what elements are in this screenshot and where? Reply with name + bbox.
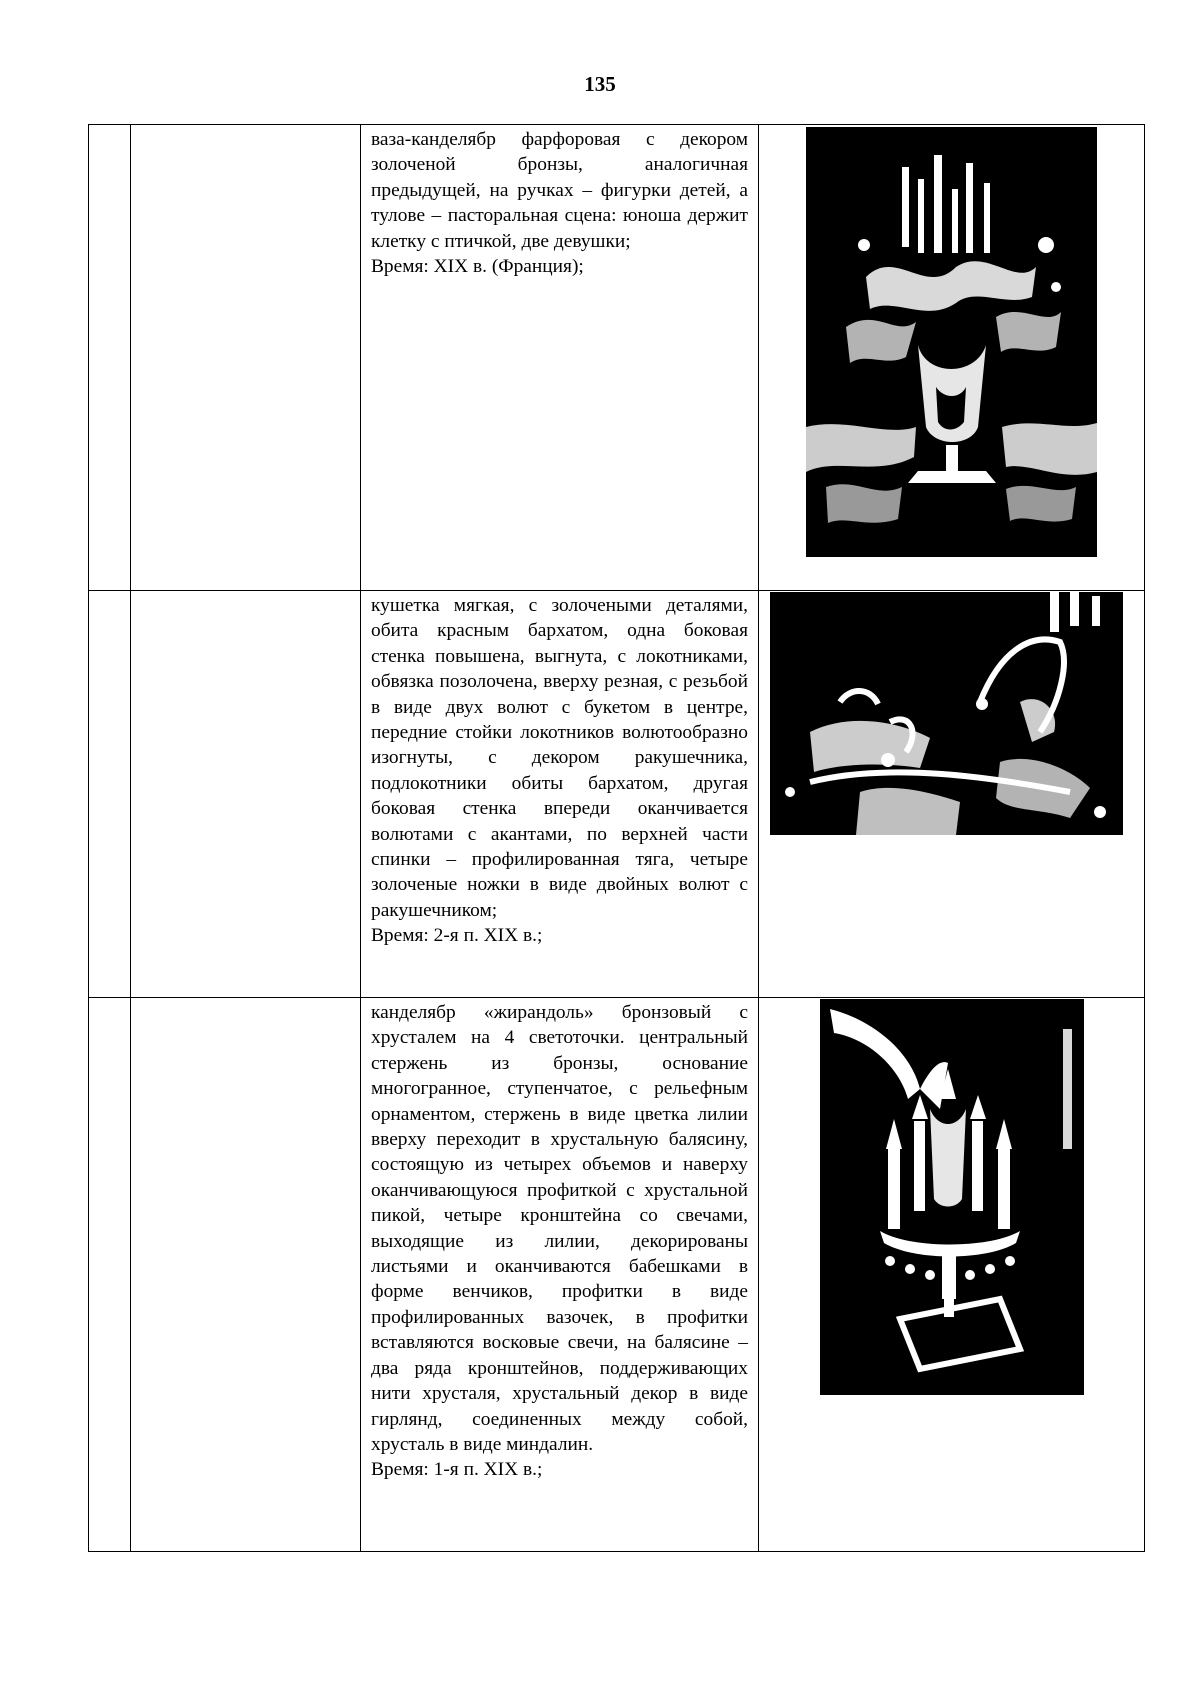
photo-cell [759, 591, 1145, 998]
name-cell [131, 125, 361, 591]
table-row [89, 591, 1145, 998]
item-description: ваза-канделябр фарфоровая с декором золоченой бронзы, аналогичная предыдущей, на ручках – фигурки детей, а тулове – пасторальная сцена: юноша держит клетку с птичкой, две девушки; [371, 129, 748, 252]
item-description: канделябр «жирандоль» бронзовый с хрусталем на 4 светоточки. центральный стержень из бронзы, основание многогранное, ступенчатое, с рельефным орнаментом, стержень в виде цветка лилии вверху переходит в хрустальную балясину, состоящую из четырех объемов и наверху оканчивающуюся профиткой с хрустальной пикой, четыре кронштейна со свечами, выходящие из лилии, декорированы листьями и оканчиваются бабешками в форме венчиков, профитки в виде профилированных вазочек, в профитки вставляются восковые свечи, на балясине – два ряда кронштейнов, поддерживающих нити хрусталя, хрустальный декор в виде гирлянд, соединенных между собой, хрусталь в виде миндалин. [371, 1002, 748, 1455]
page-number: 135 [584, 72, 616, 96]
number-cell [89, 125, 131, 591]
photo-cell [759, 998, 1145, 1552]
item-description: кушетка мягкая, с золочеными деталями, обита красным бархатом, одна боковая стенка повышена, выгнута, с локотниками, обвязка позолочена, вверху резная, с резьбой в виде двух волют с букетом в центре, передние стойки локотников волютообразно изогнуты, с декором ракушечника, подлокотники обиты бархатом, другая боковая стенка впереди оканчивается волютами с акантами, по верхней части спинки – профилированная тяга, четыре золоченые ножки в виде двойных волют с ракушечником; [371, 595, 748, 921]
name-cell [131, 591, 361, 998]
table-row [89, 125, 1145, 591]
couch-drawing [770, 592, 1123, 835]
girandole-drawing [820, 999, 1084, 1395]
vase-candelabra-drawing [806, 127, 1097, 557]
description-cell [361, 125, 759, 591]
item-time: Время: 2-я п. XIX в.; [371, 925, 543, 947]
table-row [89, 998, 1145, 1552]
photo-cell [759, 125, 1145, 591]
description-cell [361, 998, 759, 1552]
number-cell [89, 591, 131, 998]
description-cell [361, 591, 759, 998]
vase-candelabra-photo-icon [806, 127, 1097, 557]
item-time: Время: 1-я п. XIX в.; [371, 1459, 543, 1481]
item-time: Время: XIX в. (Франция); [371, 256, 584, 278]
couch-photo-icon [770, 592, 1123, 835]
name-cell [131, 998, 361, 1552]
number-cell [89, 998, 131, 1552]
inventory-table [88, 124, 1145, 1552]
girandole-photo-icon [820, 999, 1084, 1395]
